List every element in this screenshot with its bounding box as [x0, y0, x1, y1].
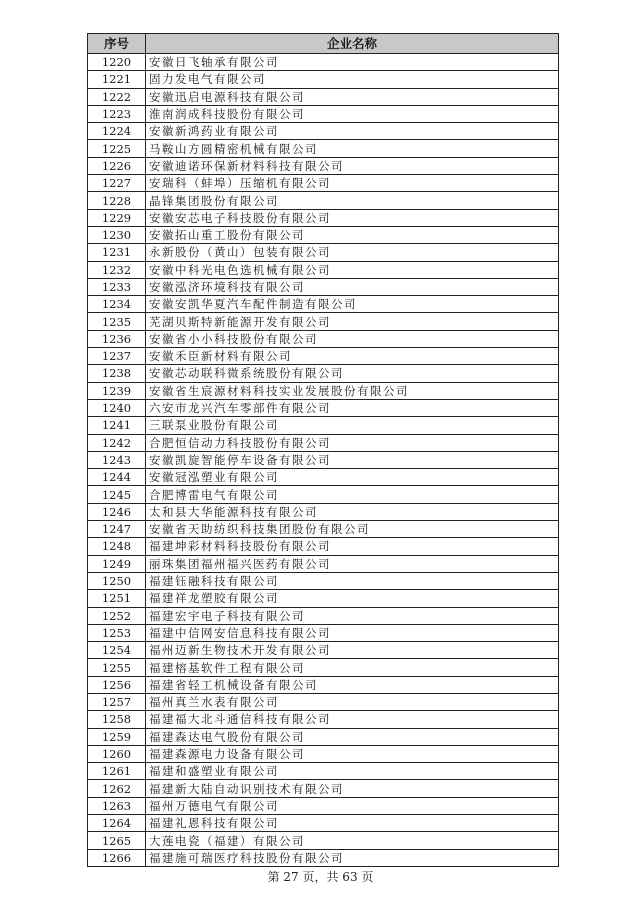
row-number: 1235	[88, 313, 146, 330]
table-row	[88, 642, 559, 659]
row-number: 1246	[88, 503, 146, 520]
row-number: 1229	[88, 209, 146, 226]
table-row	[88, 503, 559, 520]
header-number: 序号	[88, 34, 146, 54]
row-number: 1255	[88, 659, 146, 676]
row-number: 1257	[88, 693, 146, 710]
company-name: 福建省轻工机械设备有限公司	[146, 676, 559, 693]
row-number: 1247	[88, 521, 146, 538]
row-number: 1242	[88, 434, 146, 451]
company-name: 福建中信网安信息科技有限公司	[146, 624, 559, 641]
row-number: 1228	[88, 192, 146, 209]
table-row	[88, 417, 559, 434]
row-number: 1238	[88, 365, 146, 382]
row-number: 1240	[88, 399, 146, 416]
row-number: 1248	[88, 538, 146, 555]
row-number: 1245	[88, 486, 146, 503]
table-row	[88, 123, 559, 140]
company-name: 马鞍山方圆精密机械有限公司	[146, 140, 559, 157]
table-row	[88, 71, 559, 88]
company-name: 福建祥龙塑胶有限公司	[146, 590, 559, 607]
row-number: 1236	[88, 330, 146, 347]
company-name: 福建榕基软件工程有限公司	[146, 659, 559, 676]
company-name: 安徽禾臣新材料有限公司	[146, 348, 559, 365]
table-row	[88, 815, 559, 832]
table-row	[88, 105, 559, 122]
row-number: 1252	[88, 607, 146, 624]
table-row	[88, 624, 559, 641]
table-row	[88, 780, 559, 797]
table-row	[88, 849, 559, 866]
table-row	[88, 521, 559, 538]
table-row	[88, 296, 559, 313]
company-name: 福建坤彩材料科技股份有限公司	[146, 538, 559, 555]
company-name: 合肥博雷电气有限公司	[146, 486, 559, 503]
table-row	[88, 261, 559, 278]
company-name: 安徽新鸿药业有限公司	[146, 123, 559, 140]
company-name: 丽珠集团福州福兴医药有限公司	[146, 555, 559, 572]
row-number: 1227	[88, 175, 146, 192]
row-number: 1260	[88, 745, 146, 762]
row-number: 1264	[88, 815, 146, 832]
company-name: 福建新大陆自动识别技术有限公司	[146, 780, 559, 797]
table-row	[88, 693, 559, 710]
table-header-row	[88, 34, 559, 54]
row-number: 1256	[88, 676, 146, 693]
row-number: 1237	[88, 348, 146, 365]
row-number: 1232	[88, 261, 146, 278]
table-row	[88, 140, 559, 157]
table-row	[88, 538, 559, 555]
company-name: 三联泵业股份有限公司	[146, 417, 559, 434]
row-number: 1253	[88, 624, 146, 641]
company-name: 固力发电气有限公司	[146, 71, 559, 88]
row-number: 1223	[88, 105, 146, 122]
row-number: 1220	[88, 54, 146, 71]
row-number: 1241	[88, 417, 146, 434]
company-name: 福建礼恩科技有限公司	[146, 815, 559, 832]
row-number: 1259	[88, 728, 146, 745]
table-row	[88, 555, 559, 572]
table-row	[88, 590, 559, 607]
company-name: 安徽冠泓塑业有限公司	[146, 469, 559, 486]
company-name: 福建钰融科技有限公司	[146, 572, 559, 589]
table-row	[88, 728, 559, 745]
table-row	[88, 226, 559, 243]
company-name: 安徽凯旋智能停车设备有限公司	[146, 451, 559, 468]
company-name: 六安市龙兴汽车零部件有限公司	[146, 399, 559, 416]
table-row	[88, 469, 559, 486]
table-row	[88, 382, 559, 399]
company-name: 安徽日飞轴承有限公司	[146, 54, 559, 71]
table-row	[88, 88, 559, 105]
table-row	[88, 209, 559, 226]
table-row	[88, 399, 559, 416]
table-row	[88, 157, 559, 174]
row-number: 1254	[88, 642, 146, 659]
row-number: 1239	[88, 382, 146, 399]
table-body	[88, 54, 559, 867]
row-number: 1224	[88, 123, 146, 140]
table-row	[88, 659, 559, 676]
row-number: 1265	[88, 832, 146, 849]
page-footer: 第 27 页，共 63 页	[267, 870, 374, 884]
company-table-container	[87, 33, 558, 867]
company-name: 福建施可瑞医疗科技股份有限公司	[146, 849, 559, 866]
company-name: 安徽中科光电色选机械有限公司	[146, 261, 559, 278]
company-name: 福建森达电气股份有限公司	[146, 728, 559, 745]
company-name: 福州万德电气有限公司	[146, 797, 559, 814]
row-number: 1234	[88, 296, 146, 313]
company-name: 福建和盛塑业有限公司	[146, 763, 559, 780]
row-number: 1233	[88, 278, 146, 295]
row-number: 1244	[88, 469, 146, 486]
company-name: 安徽迅启电源科技有限公司	[146, 88, 559, 105]
row-number: 1261	[88, 763, 146, 780]
company-name: 大莲电瓷（福建）有限公司	[146, 832, 559, 849]
table-row	[88, 763, 559, 780]
company-name: 安徽泓济环境科技有限公司	[146, 278, 559, 295]
row-number: 1266	[88, 849, 146, 866]
company-name: 福州真兰水表有限公司	[146, 693, 559, 710]
company-name: 安徽拓山重工股份有限公司	[146, 226, 559, 243]
row-number: 1263	[88, 797, 146, 814]
row-number: 1251	[88, 590, 146, 607]
company-name: 安徽安凯华夏汽车配件制造有限公司	[146, 296, 559, 313]
company-name: 安徽安芯电子科技股份有限公司	[146, 209, 559, 226]
company-name: 晶锋集团股份有限公司	[146, 192, 559, 209]
header-company-name: 企业名称	[146, 34, 559, 54]
table-row	[88, 676, 559, 693]
row-number: 1222	[88, 88, 146, 105]
table-row	[88, 348, 559, 365]
company-name: 芜湖贝斯特新能源开发有限公司	[146, 313, 559, 330]
company-name: 太和县大华能源科技有限公司	[146, 503, 559, 520]
table-row	[88, 451, 559, 468]
company-name: 安徽芯动联科微系统股份有限公司	[146, 365, 559, 382]
table-row	[88, 244, 559, 261]
table-row	[88, 797, 559, 814]
table-row	[88, 365, 559, 382]
table-row	[88, 711, 559, 728]
row-number: 1226	[88, 157, 146, 174]
company-name: 福建宏宇电子科技有限公司	[146, 607, 559, 624]
table-row	[88, 330, 559, 347]
row-number: 1225	[88, 140, 146, 157]
row-number: 1221	[88, 71, 146, 88]
company-name: 合肥恒信动力科技股份有限公司	[146, 434, 559, 451]
table-row	[88, 434, 559, 451]
company-name: 永新股份（黄山）包装有限公司	[146, 244, 559, 261]
row-number: 1250	[88, 572, 146, 589]
company-name: 福建福大北斗通信科技有限公司	[146, 711, 559, 728]
company-name: 安徽省天助纺织科技集团股份有限公司	[146, 521, 559, 538]
row-number: 1243	[88, 451, 146, 468]
company-name: 安徽省生宸源材料科技实业发展股份有限公司	[146, 382, 559, 399]
table-row	[88, 313, 559, 330]
table-row	[88, 486, 559, 503]
table-row	[88, 192, 559, 209]
table-row	[88, 572, 559, 589]
table-row	[88, 832, 559, 849]
company-name: 淮南润成科技股份有限公司	[146, 105, 559, 122]
table-row	[88, 54, 559, 71]
row-number: 1262	[88, 780, 146, 797]
table-row	[88, 175, 559, 192]
company-name: 安瑞科（蚌埠）压缩机有限公司	[146, 175, 559, 192]
company-name: 福建森源电力设备有限公司	[146, 745, 559, 762]
table-row	[88, 745, 559, 762]
table-row	[88, 607, 559, 624]
row-number: 1231	[88, 244, 146, 261]
company-name: 安徽省小小科技股份有限公司	[146, 330, 559, 347]
row-number: 1249	[88, 555, 146, 572]
table-row	[88, 278, 559, 295]
company-name: 安徽迪诺环保新材料科技有限公司	[146, 157, 559, 174]
company-table	[87, 33, 559, 867]
row-number: 1258	[88, 711, 146, 728]
row-number: 1230	[88, 226, 146, 243]
company-name: 福州迈新生物技术开发有限公司	[146, 642, 559, 659]
